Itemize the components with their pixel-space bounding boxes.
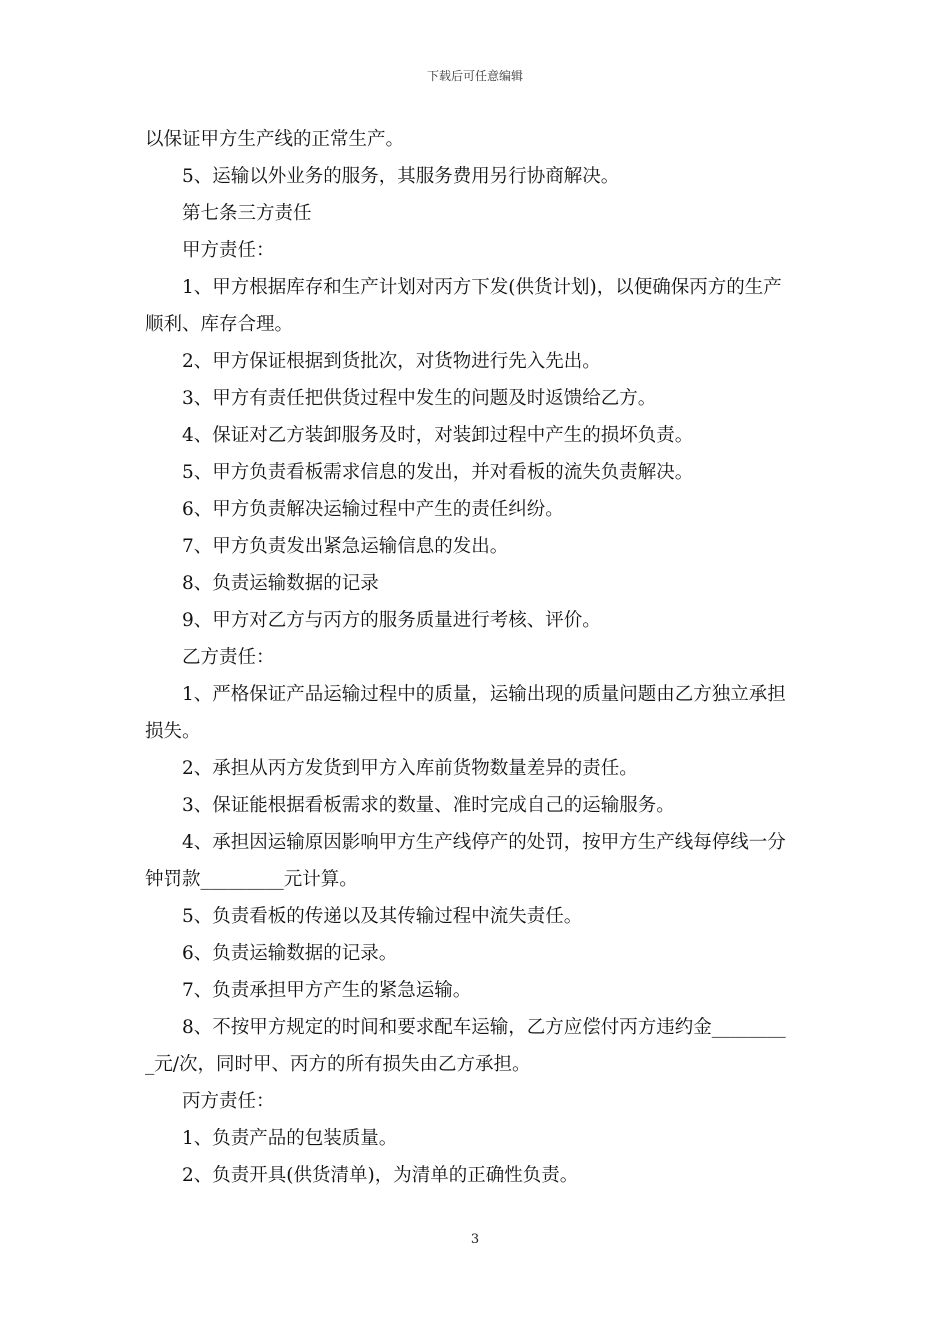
subsection-heading: 丙方责任： bbox=[182, 1091, 275, 1112]
paragraph-line: 3、甲方有责任把供货过程中发生的问题及时返馈给乙方。 bbox=[182, 388, 657, 409]
paragraph-line: 3、保证能根据看板需求的数量、准时完成自己的运输服务。 bbox=[182, 795, 675, 816]
paragraph-line: 5、甲方负责看板需求信息的发出，并对看板的流失负责解决。 bbox=[182, 462, 694, 483]
paragraph-line: 1、甲方根据库存和生产计划对丙方下发(供货计划)，以便确保丙方的生产 bbox=[182, 277, 782, 298]
paragraph-line: 2、甲方保证根据到货批次，对货物进行先入先出。 bbox=[182, 351, 601, 372]
paragraph-line: 5、负责看板的传递以及其传输过程中流失责任。 bbox=[182, 906, 583, 927]
paragraph-line: 7、甲方负责发出紧急运输信息的发出。 bbox=[182, 536, 509, 557]
paragraph-line: 损失。 bbox=[145, 721, 201, 742]
paragraph-line: 9、甲方对乙方与丙方的服务质量进行考核、评价。 bbox=[182, 610, 601, 631]
section-heading: 第七条三方责任 bbox=[182, 203, 312, 224]
paragraph-line: 4、保证对乙方装卸服务及时，对装卸过程中产生的损坏负责。 bbox=[182, 425, 694, 446]
paragraph-line: 2、承担从丙方发货到甲方入库前货物数量差异的责任。 bbox=[182, 758, 638, 779]
paragraph-line: 1、负责产品的包装质量。 bbox=[182, 1128, 398, 1149]
paragraph-line: 顺利、库存合理。 bbox=[145, 314, 294, 335]
document-body bbox=[145, 121, 810, 1194]
paragraph-line: 1、严格保证产品运输过程中的质量，运输出现的质量问题由乙方独立承担 bbox=[182, 684, 786, 705]
paragraph-line: 7、负责承担甲方产生的紧急运输。 bbox=[182, 980, 472, 1001]
paragraph-line: 6、甲方负责解决运输过程中产生的责任纠纷。 bbox=[182, 499, 564, 520]
paragraph-line: 2、负责开具(供货清单)，为清单的正确性负责。 bbox=[182, 1165, 579, 1186]
page-number: 3 bbox=[470, 1232, 480, 1247]
paragraph-line: 4、承担因运输原因影响甲方生产线停产的处罚，按甲方生产线每停线一分 bbox=[182, 832, 786, 853]
paragraph-line: _元/次，同时甲、丙方的所有损失由乙方承担。 bbox=[145, 1054, 531, 1075]
paragraph-line: 钟罚款_________元计算。 bbox=[145, 869, 358, 890]
paragraph-line: 以保证甲方生产线的正常生产。 bbox=[145, 129, 405, 150]
paragraph-line: 8、不按甲方规定的时间和要求配车运输，乙方应偿付丙方违约金________ bbox=[182, 1017, 786, 1038]
subsection-heading: 乙方责任： bbox=[182, 647, 275, 668]
paragraph-line: 5、运输以外业务的服务，其服务费用另行协商解决。 bbox=[182, 166, 620, 187]
paragraph-line: 6、负责运输数据的记录。 bbox=[182, 943, 398, 964]
subsection-heading: 甲方责任： bbox=[182, 240, 275, 261]
page-header: 下载后可任意编辑 bbox=[426, 69, 523, 83]
paragraph-line: 8、负责运输数据的记录 bbox=[182, 573, 379, 594]
